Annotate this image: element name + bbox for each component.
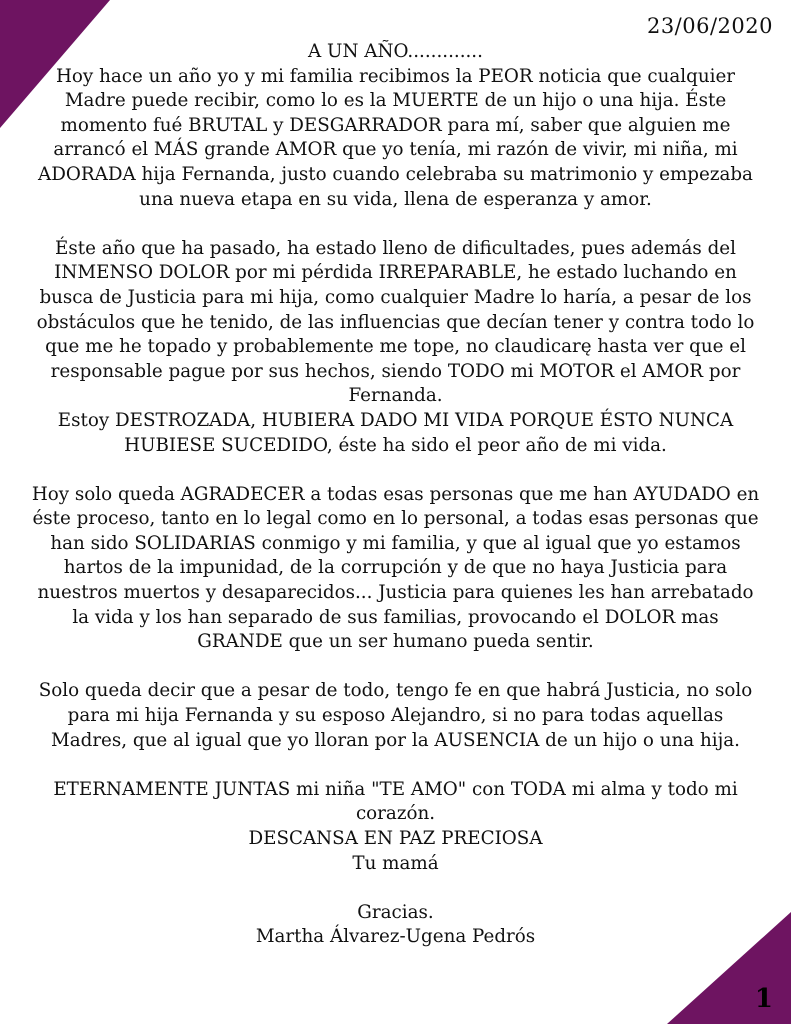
letter-body bbox=[28, 40, 763, 950]
paragraph-gratitude: Hoy solo queda AGRADECER a todas esas personas que me han AYUDADO en éste proceso, tanto en lo legal como en lo personal, a todas esas personas que han sido SOLIDARIAS conmigo y mi familia, y que al igual que yo estamos hartos de la impunidad, de la corrupción y de que no haya Justicia para nuestros muertos y desaparecidos... Justicia para quienes les han arrebatado la vida y los han separado de sus familias, provocando el DOLOR mas GRANDE que un ser humano pueda sentir. bbox=[31, 483, 760, 653]
paragraph-announcement: Hoy hace un año yo y mi familia recibimos la PEOR noticia que cualquier Madre puede recibir, como lo es la MUERTE de un hijo o una hija. Éste momento fué BRUTAL y DESGARRADOR para mí, saber que alguien me arrancó el MÁS grande AMOR que yo tenía, mi razón de vivir, mi niña, mi ADORADA hija Fernanda, justo cuando celebraba su matrimonio y empezaba una nueva etapa en su vida, llena de esperanza y amor. bbox=[38, 65, 753, 210]
signature-name: Martha Álvarez-Ugena Pedrós bbox=[255, 926, 536, 948]
paragraph-love: ETERNAMENTE JUNTAS mi niña "TE AMO" con TODA mi alma y todo mi corazón. bbox=[53, 778, 738, 825]
paragraph-grief: Estoy DESTROZADA, HUBIERA DADO MI VIDA PORQUE ÉSTO NUNCA HUBIESE SUCEDIDO, éste ha sido el peor año de mi vida. bbox=[57, 409, 734, 456]
page-number: 1 bbox=[754, 984, 773, 1014]
closing-from-mom: Tu mamá bbox=[352, 852, 439, 874]
paragraph-gap bbox=[28, 212, 763, 237]
closing-rest-in-peace: DESCANSA EN PAZ PRECIOSA bbox=[248, 828, 543, 849]
paragraph-gap bbox=[28, 458, 763, 483]
closing-thanks: Gracias. bbox=[357, 901, 434, 923]
closing-block bbox=[28, 778, 763, 950]
paragraph-struggle: Éste año que ha pasado, ha estado lleno de dificultades, pues además del INMENSO DOLOR por mi pérdida IRREPARABLE, he estado luchando en busca de Justicia para mi hija, como cualquier Madre lo haría, a pesar de los obstáculos que he tenido, de las influencias que decían tener y contra todo lo que me he topado y probablemente me tope, no claudicarę hasta ver que el responsable pague por sus hechos, siendo TODO mi MOTOR el AMOR por Fernanda. bbox=[36, 237, 755, 407]
letter-title: A UN AÑO............. bbox=[308, 41, 483, 62]
paragraph-gap bbox=[28, 753, 763, 778]
paragraph-gap bbox=[28, 876, 763, 901]
paragraph-hope: Solo queda decir que a pesar de todo, tengo fe en que habrá Justicia, no solo para mi hija Fernanda y su esposo Alejandro, si no para todas aquellas Madres, que al igual que yo lloran por la AUSENCIA de un hijo o una hija. bbox=[38, 680, 753, 751]
paragraph-gap bbox=[28, 655, 763, 680]
letter-date: 23/06/2020 bbox=[646, 14, 773, 38]
